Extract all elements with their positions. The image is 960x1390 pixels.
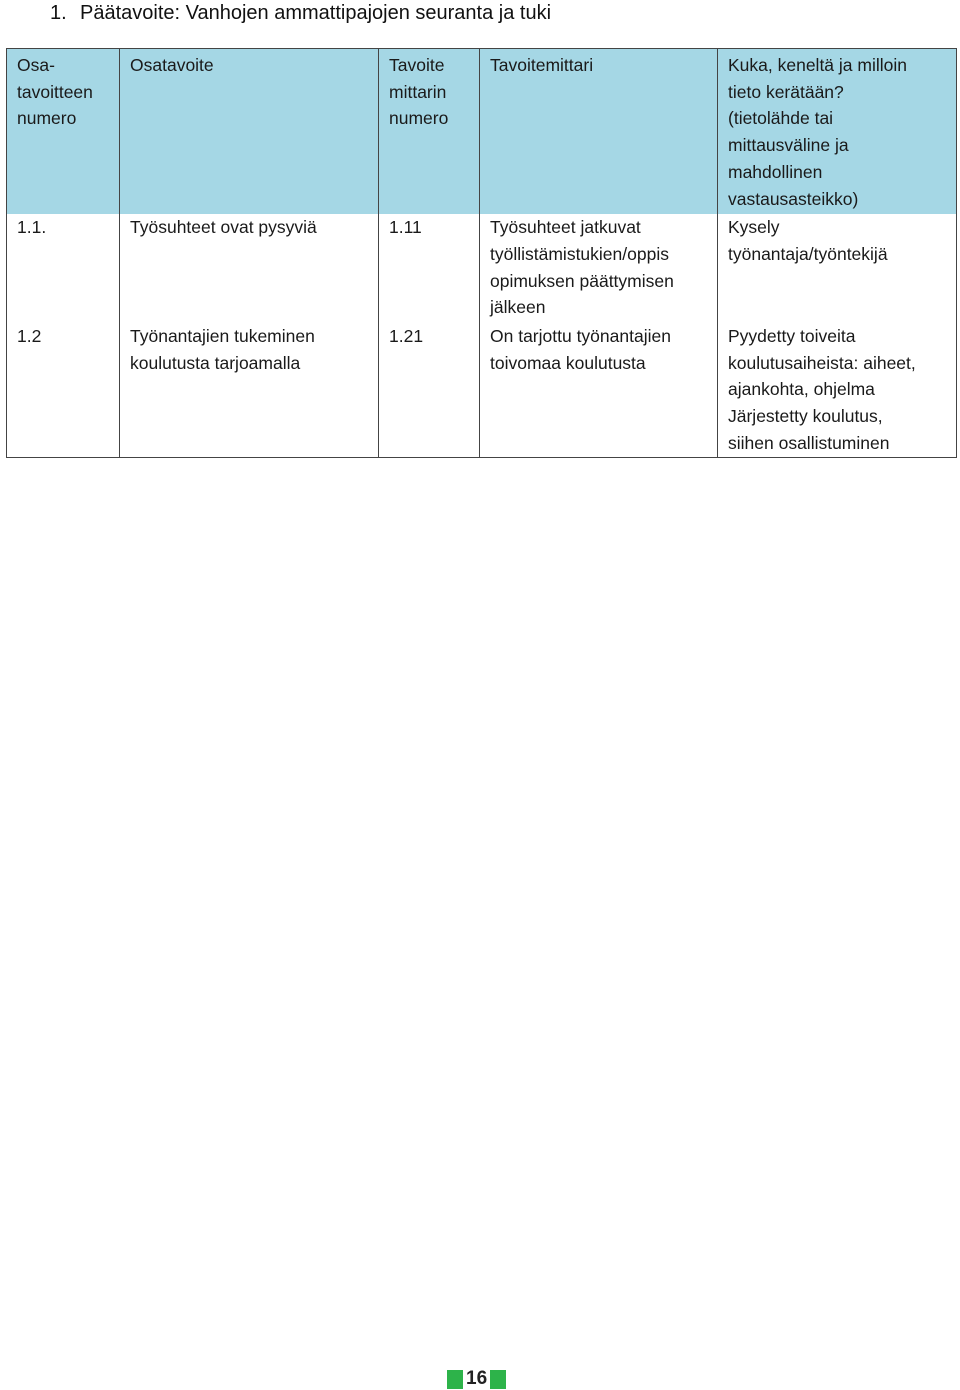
cell-metric-number: 1.11 — [379, 214, 480, 321]
cell-subgoal-number: 1.2 — [7, 321, 120, 457]
table-header-row — [7, 49, 957, 215]
header-subgoal: Osatavoite — [120, 49, 379, 215]
goals-table — [6, 48, 957, 458]
cell-metric-number: 1.21 — [379, 321, 480, 457]
cell-subgoal: Työnantajien tukeminen koulutusta tarjoamalla — [120, 321, 379, 457]
heading-title: Päätavoite: Vanhojen ammattipajojen seuranta ja tuki — [80, 2, 552, 24]
table-row — [7, 321, 957, 457]
cell-subgoal: Työsuhteet ovat pysyviä — [120, 214, 379, 321]
cell-data-source: Pyydetty toiveita koulutusaiheista: aiheet, ajankohta, ohjelma Järjestetty koulutus, siihen osallistuminen — [718, 321, 957, 457]
header-subgoal-number: Osa- tavoitteen numero — [7, 49, 120, 215]
page-number-right-square — [490, 1370, 506, 1389]
cell-metric: Työsuhteet jatkuvat työllistämistukien/oppis opimuksen päättymisen jälkeen — [480, 214, 718, 321]
table-row — [7, 214, 957, 321]
page-number — [447, 1368, 506, 1390]
header-metric-number: Tavoite mittarin numero — [379, 49, 480, 215]
cell-subgoal-number: 1.1. — [7, 214, 120, 321]
header-data-source: Kuka, keneltä ja milloin tieto kerätään? (tietolähde tai mittausväline ja mahdollinen vastausasteikko) — [718, 49, 957, 215]
page-number-left-square — [447, 1370, 463, 1389]
page-heading — [50, 0, 551, 26]
page-number-text: 16 — [466, 1368, 488, 1389]
cell-metric: On tarjottu työnantajien toivomaa koulutusta — [480, 321, 718, 457]
cell-data-source: Kysely työnantaja/työntekijä — [718, 214, 957, 321]
heading-number: 1. — [50, 2, 67, 24]
header-metric: Tavoitemittari — [480, 49, 718, 215]
